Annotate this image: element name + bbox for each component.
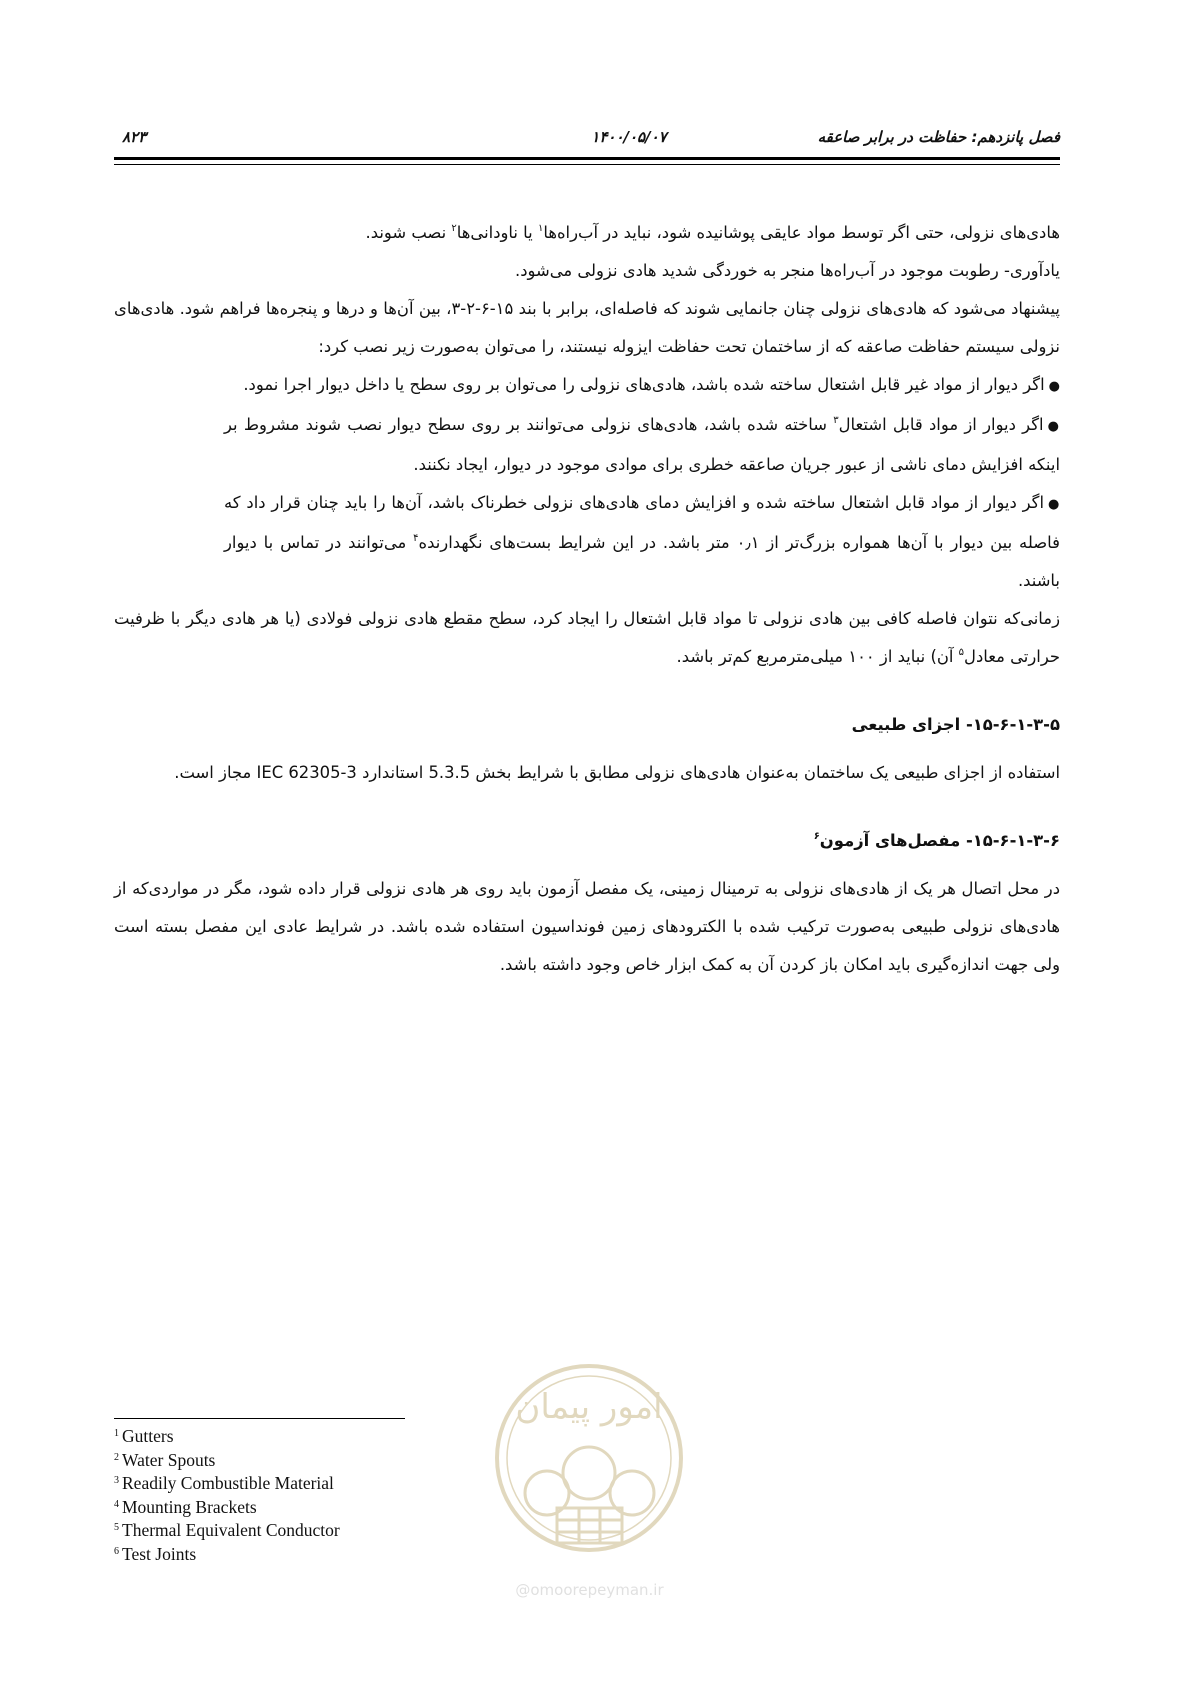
section-heading-natural-components: ۱۵-۶-۱-۳-۵- اجزای طبیعی xyxy=(851,715,1060,734)
footnote-item: $^5$ Thermal Equivalent Conductor xyxy=(114,1520,340,1540)
bullet-icon: ● xyxy=(1048,497,1061,512)
body-text xyxy=(114,214,1060,984)
footnote-ref-6: ۶ xyxy=(813,831,820,842)
section-heading-test-joints: ۱۵-۶-۱-۳-۶- مفصل‌های آزمون$^۶$ xyxy=(813,831,1060,850)
watermark-logo-text: امور پیمان xyxy=(515,1387,663,1427)
footnote-item: $^3$ Readily Combustible Material xyxy=(114,1473,334,1493)
reminder-note: یادآوری- رطوبت موجود در آب‌راه‌ها منجر به خوردگی شدید هادی نزولی می‌شود. xyxy=(515,261,1060,280)
paragraph-natural-components: استفاده از اجزای طبیعی یک ساختمان به‌عنوان هادی‌های نزولی مطابق با شرایط بخش 5.3.5 استاندارد IEC 62305-3 مجاز است. xyxy=(174,763,1060,782)
footnote-item: $^4$ Mounting Brackets xyxy=(114,1496,257,1517)
footnote-ref-4: ۴ xyxy=(413,533,419,544)
watermark-seal-icon xyxy=(487,1343,692,1578)
footnotes xyxy=(114,1425,340,1566)
footnote-rule xyxy=(114,1418,405,1419)
footnote-ref-2: ۲ xyxy=(451,223,457,234)
list-item: ●اگر دیوار از مواد غیر قابل اشتعال ساخته شده باشد، هادی‌های نزولی را می‌توان بر روی سطح یا داخل دیوار اجرا نمود. xyxy=(243,375,1060,394)
page-number: ۸۲۳ xyxy=(122,128,147,146)
paragraph-test-joints: در محل اتصال هر یک از هادی‌های نزولی به ترمینال زمینی، یک مفصل آزمون باید روی هر هادی نزولی قرار داده شود، مگر در مواردی‌که از هادی‌های نزولی طبیعی به‌صورت ترکیب شده با الکترودهای زمین فونداسیون استفاده شده باشد. در شرایط عادی این مفصل بسته است ولی جهت اندازه‌گیری باید امکان باز کردن آن به کمک ابزار خاص وجود داشته باشد. xyxy=(114,879,1060,974)
header-date: ۱۴۰۰/۰۵/۰۷ xyxy=(591,128,667,146)
watermark-site: @omoorepeyman.ir xyxy=(515,1581,664,1599)
footnote-ref-5: ۵ xyxy=(958,647,965,658)
paragraph-gutters: هادی‌های نزولی، حتی اگر توسط مواد عایقی پوشانیده شود، نباید در آب‌راه‌ها$^۱$ یا ناودانی‌ها$^۲$ نصب شوند. xyxy=(365,223,1060,242)
list-item: ●اگر دیوار از مواد قابل اشتعال$^۳$ ساخته شده باشد، هادی‌های نزولی می‌توانند بر روی سطح دیوار نصب شوند مشروط بر اینکه افزایش دمای ناشی از عبور جریان صاعقه خطری برای موادی موجود در دیوار، ایجاد نکنند. xyxy=(224,415,1060,474)
header-rule-thick xyxy=(114,157,1060,160)
list-item: ●اگر دیوار از مواد قابل اشتعال ساخته شده و افزایش دمای هادی‌های نزولی خطرناک باشد، آن‌ها را باید چنان قرار داد که فاصله بین دیوار با آن‌ها همواره بزرگ‌تر از ۰٫۱ متر باشد. در این شرایط بست‌های نگهدارنده$^۴$ می‌توانند در تماس با دیوار باشند. xyxy=(224,493,1061,590)
header-rule-thin xyxy=(114,164,1060,165)
footnote-item: $^1$ Gutters xyxy=(114,1426,174,1446)
installation-list xyxy=(114,366,1060,600)
footnote-item: $^2$ Water Spouts xyxy=(114,1449,216,1470)
bullet-icon: ● xyxy=(1048,379,1060,394)
chapter-title: فصل پانزدهم: حفاظت در برابر صاعقه xyxy=(817,128,1060,146)
paragraph-placement: پیشنهاد می‌شود که هادی‌های نزولی چنان جانمایی شوند که فاصله‌ای، برابر با بند ۱۵-۶-۲-۳، بین آن‌ها و درها و پنجره‌ها فراهم شود. هادی‌های نزولی سیستم حفاظت صاعقه که از ساختمان تحت حفاظت ایزوله نیستند، را می‌توان به‌صورت زیر نصب کرد: xyxy=(114,299,1060,356)
watermark-logo xyxy=(487,1343,692,1608)
running-header xyxy=(114,124,1060,150)
footnote-ref-3: ۳ xyxy=(833,415,839,426)
footnote-ref-1: ۱ xyxy=(537,223,544,234)
footnote-item: $^6$ Test Joints xyxy=(114,1543,197,1564)
bullet-icon: ● xyxy=(1047,419,1060,434)
paragraph-cross-section: زمانی‌که نتوان فاصله کافی بین هادی نزولی تا مواد قابل اشتعال را ایجاد کرد، سطح مقطع هادی نزولی فولادی (یا هر هادی دیگر با ظرفیت حرارتی معادل$^۵$ آن) نباید از ۱۰۰ میلی‌مترمربع کم‌تر باشد. xyxy=(114,609,1060,666)
